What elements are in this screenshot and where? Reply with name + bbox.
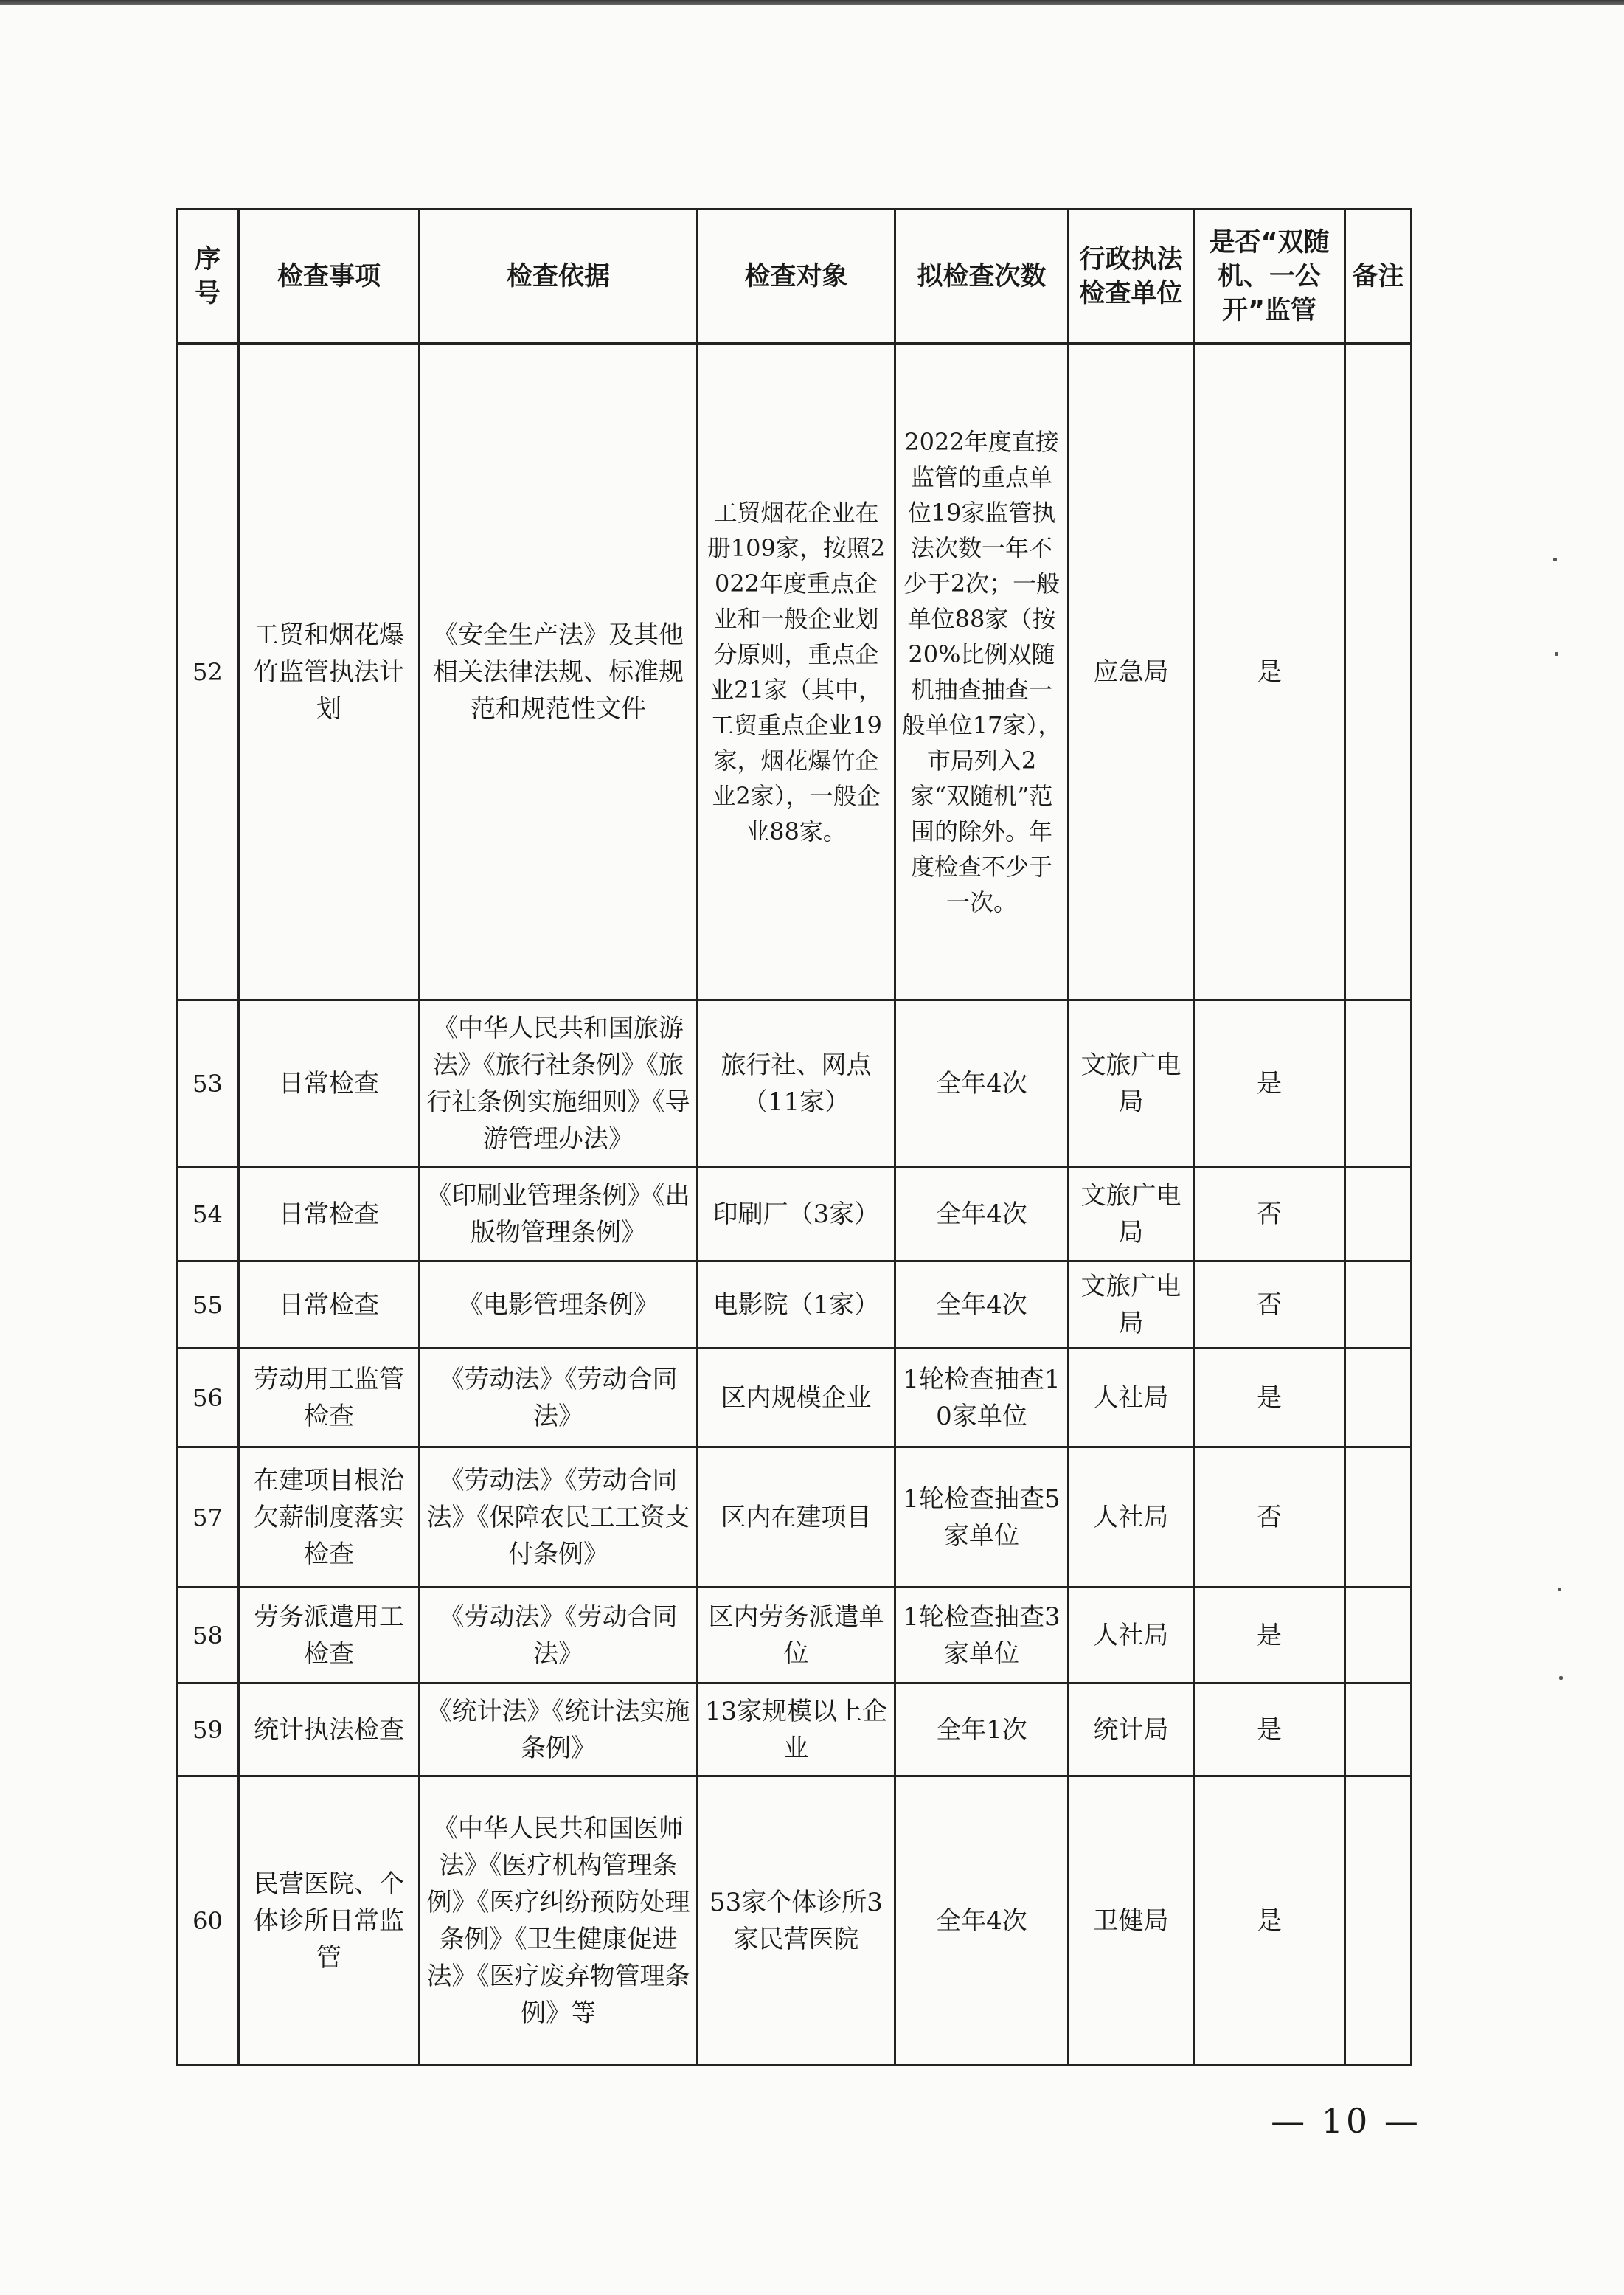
cell-remark — [1345, 1167, 1412, 1261]
cell-count: 2022年度直接监管的重点单位19家监管执法次数一年不少于2次；一般单位88家（按20%比例双随机抽查抽查一般单位17家），市局列入2家“双随机”范围的除外。年度检查不少于一次。 — [895, 344, 1069, 1000]
cell-random: 是 — [1194, 1776, 1345, 2066]
cell-unit: 统计局 — [1069, 1683, 1194, 1776]
cell-seq: 58 — [177, 1588, 239, 1683]
cell-remark — [1345, 1683, 1412, 1776]
cell-random: 否 — [1194, 1261, 1345, 1349]
cell-basis: 《中华人民共和国旅游法》《旅行社条例》《旅行社条例实施细则》《导游管理办法》 — [420, 1000, 698, 1167]
header-item: 检查事项 — [239, 210, 420, 344]
cell-target: 区内规模企业 — [698, 1349, 895, 1447]
cell-basis: 《安全生产法》及其他相关法律法规、标准规范和规范性文件 — [420, 344, 698, 1000]
cell-remark — [1345, 1000, 1412, 1167]
cell-item: 日常检查 — [239, 1000, 420, 1167]
cell-count: 全年4次 — [895, 1776, 1069, 2066]
cell-random: 是 — [1194, 1000, 1345, 1167]
cell-target: 区内劳务派遣单位 — [698, 1588, 895, 1683]
inspection-plan-table — [176, 208, 1412, 2066]
cell-remark — [1345, 1261, 1412, 1349]
cell-seq: 55 — [177, 1261, 239, 1349]
cell-unit: 人社局 — [1069, 1588, 1194, 1683]
cell-random: 是 — [1194, 1588, 1345, 1683]
cell-basis: 《劳动法》《劳动合同法》《保障农民工工资支付条例》 — [420, 1447, 698, 1588]
table-header-row — [177, 210, 1412, 344]
cell-basis: 《统计法》《统计法实施条例》 — [420, 1683, 698, 1776]
header-seq: 序号 — [177, 210, 239, 344]
table-row — [177, 1776, 1412, 2066]
cell-random: 是 — [1194, 1683, 1345, 1776]
cell-seq: 52 — [177, 344, 239, 1000]
cell-seq: 54 — [177, 1167, 239, 1261]
header-unit: 行政执法检查单位 — [1069, 210, 1194, 344]
cell-remark — [1345, 1349, 1412, 1447]
cell-random: 是 — [1194, 344, 1345, 1000]
cell-count: 全年4次 — [895, 1261, 1069, 1349]
cell-item: 劳务派遣用工检查 — [239, 1588, 420, 1683]
cell-target: 13家规模以上企业 — [698, 1683, 895, 1776]
cell-unit: 文旅广电局 — [1069, 1000, 1194, 1167]
cell-unit: 文旅广电局 — [1069, 1261, 1194, 1349]
scan-speck — [1558, 1588, 1561, 1591]
cell-basis: 《劳动法》《劳动合同法》 — [420, 1349, 698, 1447]
scan-speck — [1553, 558, 1557, 561]
table-row — [177, 1000, 1412, 1167]
cell-seq: 56 — [177, 1349, 239, 1447]
cell-count: 1轮检查抽查10家单位 — [895, 1349, 1069, 1447]
cell-seq: 59 — [177, 1683, 239, 1776]
scan-top-edge — [0, 0, 1624, 5]
table-row — [177, 1261, 1412, 1349]
cell-remark — [1345, 1776, 1412, 2066]
cell-count: 全年4次 — [895, 1167, 1069, 1261]
cell-unit: 卫健局 — [1069, 1776, 1194, 2066]
cell-target: 区内在建项目 — [698, 1447, 895, 1588]
cell-random: 是 — [1194, 1349, 1345, 1447]
cell-basis: 《劳动法》《劳动合同法》 — [420, 1588, 698, 1683]
header-basis: 检查依据 — [420, 210, 698, 344]
header-target: 检查对象 — [698, 210, 895, 344]
page-number: — 10 — — [1271, 2101, 1421, 2141]
table-row — [177, 344, 1412, 1000]
table-row — [177, 1167, 1412, 1261]
scan-speck — [1559, 1676, 1563, 1680]
cell-remark — [1345, 1588, 1412, 1683]
cell-seq: 60 — [177, 1776, 239, 2066]
cell-item: 在建项目根治欠薪制度落实检查 — [239, 1447, 420, 1588]
header-remark: 备注 — [1345, 210, 1412, 344]
cell-random: 否 — [1194, 1447, 1345, 1588]
cell-item: 民营医院、个体诊所日常监管 — [239, 1776, 420, 2066]
cell-count: 全年1次 — [895, 1683, 1069, 1776]
cell-seq: 57 — [177, 1447, 239, 1588]
cell-count: 全年4次 — [895, 1000, 1069, 1167]
table-row — [177, 1447, 1412, 1588]
cell-target: 旅行社、网点（11家） — [698, 1000, 895, 1167]
cell-basis: 《电影管理条例》 — [420, 1261, 698, 1349]
cell-remark — [1345, 344, 1412, 1000]
cell-count: 1轮检查抽查3家单位 — [895, 1588, 1069, 1683]
cell-remark — [1345, 1447, 1412, 1588]
cell-item: 日常检查 — [239, 1167, 420, 1261]
cell-seq: 53 — [177, 1000, 239, 1167]
cell-item: 工贸和烟花爆竹监管执法计划 — [239, 344, 420, 1000]
cell-target: 工贸烟花企业在册109家，按照2022年度重点企业和一般企业划分原则，重点企业21家（其中，工贸重点企业19家，烟花爆竹企业2家），一般企业88家。 — [698, 344, 895, 1000]
cell-target: 53家个体诊所3家民营医院 — [698, 1776, 895, 2066]
cell-basis: 《印刷业管理条例》《出版物管理条例》 — [420, 1167, 698, 1261]
cell-target: 电影院（1家） — [698, 1261, 895, 1349]
cell-target: 印刷厂（3家） — [698, 1167, 895, 1261]
cell-unit: 应急局 — [1069, 344, 1194, 1000]
cell-unit: 人社局 — [1069, 1349, 1194, 1447]
table-row — [177, 1683, 1412, 1776]
cell-count: 1轮检查抽查5家单位 — [895, 1447, 1069, 1588]
table-row — [177, 1349, 1412, 1447]
cell-unit: 文旅广电局 — [1069, 1167, 1194, 1261]
table-row — [177, 1588, 1412, 1683]
cell-basis: 《中华人民共和国医师法》《医疗机构管理条例》《医疗纠纷预防处理条例》《卫生健康促进法》《医疗废弃物管理条例》等 — [420, 1776, 698, 2066]
cell-random: 否 — [1194, 1167, 1345, 1261]
header-random: 是否“双随机、一公开”监管 — [1194, 210, 1345, 344]
scan-speck — [1555, 652, 1558, 656]
header-count: 拟检查次数 — [895, 210, 1069, 344]
cell-item: 统计执法检查 — [239, 1683, 420, 1776]
cell-item: 日常检查 — [239, 1261, 420, 1349]
cell-item: 劳动用工监管检查 — [239, 1349, 420, 1447]
cell-unit: 人社局 — [1069, 1447, 1194, 1588]
